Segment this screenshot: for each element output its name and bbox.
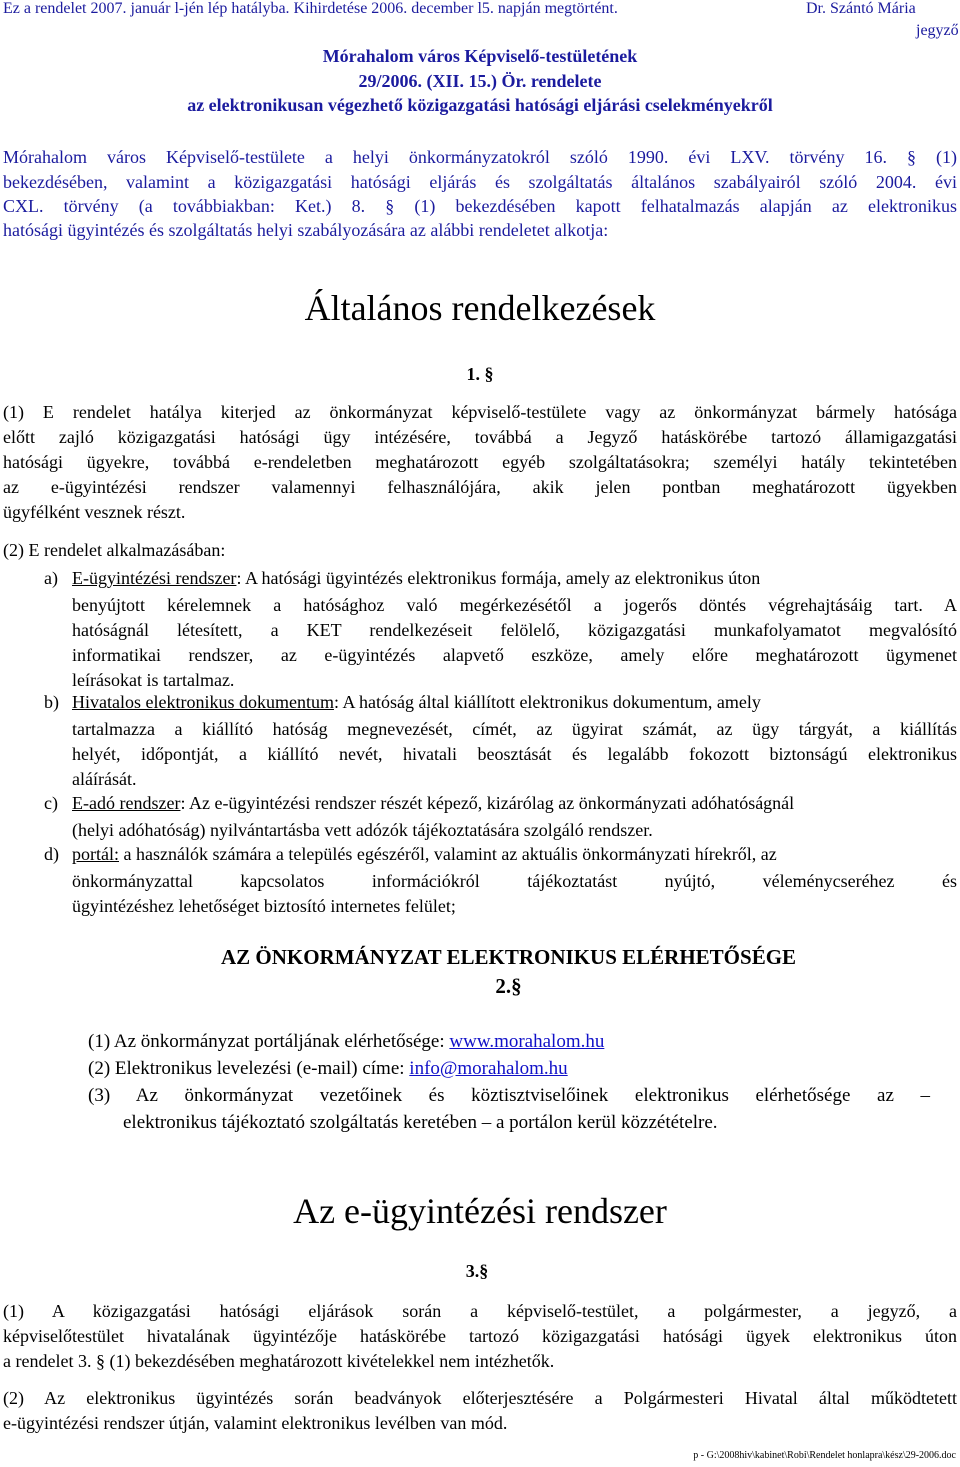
preamble-line: CXL. törvény (a továbbiakban: Ket.) 8. § (1) bekezdésében kapott felhatalmazás alapján az elektronikus	[3, 196, 957, 216]
access-item-1	[88, 1031, 604, 1053]
item-first-rest: a használók számára a település egészéről, valamint az aktuális önkormányzati hírekről, az	[119, 844, 777, 864]
title-line-2: 29/2006. (XII. 15.) Ör. rendelete	[358, 71, 602, 91]
access-item-3-line-2: elektronikus tájékoztató szolgáltatás keretében – a portálon kerül közzétételre.	[123, 1112, 718, 1133]
item-line: informatikai rendszer, az e-ügyintézés alapvető eszköze, amely előre meghatározott ügymenet	[72, 645, 957, 665]
paragraph-number-2: 2.§	[495, 974, 522, 998]
item-term: Hivatalos elektronikus dokumentum	[72, 692, 334, 712]
access-item-1-text: (1) Az önkormányzat portáljának elérhetősége:	[88, 1031, 450, 1052]
effective-date-note: Ez a rendelet 2007. január l-jén lép hatályba. Kihirdetése 2006. december l5. napján megtörtént.	[3, 0, 618, 17]
email-link[interactable]: info@morahalom.hu	[409, 1058, 568, 1079]
preamble-line: hatósági ügyintézés és szolgáltatás helyi szabályozására az alábbi rendeletet alkotja:	[3, 220, 609, 240]
paragraph-number-3: 3.§	[465, 1261, 489, 1281]
item-first-line	[72, 793, 794, 814]
item-line: ügyintézéshez lehetőséget biztosító internetes felület;	[72, 896, 456, 916]
preamble-line: bekezdésében, valamint a közigazgatási hatósági eljárás és szolgáltatás általános szabályairól szóló 2004. évi	[3, 172, 957, 192]
item-line: leírásokat is tartalmaz.	[72, 670, 235, 690]
text-line: ügyfélként vesznek részt.	[3, 502, 186, 522]
paragraph-number-1: 1. §	[466, 364, 494, 384]
item-marker: c)	[44, 793, 58, 813]
text-line: képviselőtestület hivatalának ügyintézője hatáskörébe tartozó közigazgatási hatósági ügyek elektronikus úton	[3, 1326, 957, 1346]
access-item-2-text: (2) Elektronikus levelezési (e-mail) címe:	[88, 1058, 410, 1079]
text-line: hatósági ügyekre, továbbá e-rendeletben meghatározott egyéb szolgáltatásokra; személyi hatály tekintetében	[3, 452, 957, 472]
text-line: (1) E rendelet hatálya kiterjed az önkormányzat képviselő-testülete vagy az önkormányzat bármely hatósága	[3, 402, 957, 422]
text-line: (1) A közigazgatási hatósági eljárások során a képviselő-testület, a polgármester, a jegyző, a	[3, 1301, 957, 1321]
text-line: az e-ügyintézési rendszer valamennyi felhasználójára, akik jelen pontban meghatározott ügyekben	[3, 477, 957, 497]
item-line: hatóságnál létesített, a KET rendelkezéseit felölelő, közigazgatási munkafolyamatot megvalósító	[72, 620, 957, 640]
item-first-line	[72, 692, 761, 713]
title-line-3: az elektronikusan végezhető közigazgatási hatósági eljárási cselekményekről	[187, 95, 773, 115]
item-marker: b)	[44, 692, 59, 712]
access-item-3-line-1: (3) Az önkormányzat vezetőinek és köztisztviselőinek elektronikus elérhetősége az –	[88, 1085, 930, 1106]
section1-paragraph-2-intro: (2) E rendelet alkalmazásában:	[3, 540, 226, 560]
title-line-1: Mórahalom város Képviselő-testületének	[322, 46, 638, 66]
text-line: (2) Az elektronikus ügyintézés során beadványok előterjesztésére a Polgármesteri Hivatal által működtetett	[3, 1388, 957, 1408]
item-line: aláírását.	[72, 769, 137, 789]
signer-title: jegyző	[916, 22, 959, 39]
item-line: benyújtott kérelemnek a hatósághoz való megérkezésétől a jogerős döntés végrehajtásáig tart. A	[72, 595, 957, 615]
item-marker: d)	[44, 844, 59, 864]
item-term: portál:	[72, 844, 119, 864]
portal-link[interactable]: www.morahalom.hu	[449, 1031, 605, 1052]
text-line: a rendelet 3. § (1) bekezdésében meghatározott kivételekkel nem intézhetők.	[3, 1351, 555, 1371]
item-first-rest: : A hatósági ügyintézés elektronikus formája, amely az elektronikus úton	[236, 568, 761, 588]
preamble-line: Mórahalom város Képviselő-testülete a helyi önkormányzatokról szóló 1990. évi LXV. törvény 16. § (1)	[3, 147, 957, 167]
item-first-line	[72, 568, 760, 589]
item-first-rest: : Az e-ügyintézési rendszer részét képező, kizárólag az önkormányzati adóhatóságnál	[180, 793, 795, 813]
footer-file-path: p - G:\2008hiv\kabinet\Robi\Rendelet honlapra\kész\29-2006.doc	[693, 1450, 956, 1461]
text-line: e-ügyintézési rendszer útján, valamint elektronikus levélben van mód.	[3, 1413, 508, 1433]
item-first-rest: : A hatóság által kiállított elektronikus dokumentum, amely	[333, 692, 761, 712]
item-line: tartalmazza a kiállító hatóság megnevezését, címét, az ügyirat számát, az ügy tárgyát, a kiállítás	[72, 719, 957, 739]
item-term: E-ügyintézési rendszer	[72, 568, 237, 588]
item-line: helyét, időpontját, a kiállító nevét, hivatali beosztását és legalább fokozott biztonságú elektronikus	[72, 744, 957, 764]
item-line: önkormányzattal kapcsolatos információkról tájékoztatást nyújtó, véleménycseréhez és	[72, 871, 957, 891]
signer-name: Dr. Szántó Mária	[806, 0, 916, 17]
section-heading-electronic-access: AZ ÖNKORMÁNYZAT ELEKTRONIKUS ELÉRHETŐSÉGE	[220, 945, 797, 969]
section-heading-general: Általános rendelkezések	[304, 288, 656, 328]
item-marker: a)	[44, 568, 58, 588]
item-term: E-adó rendszer	[72, 793, 181, 813]
item-first-line	[72, 844, 777, 865]
item-line: (helyi adóhatóság) nyilvántartásba vett adózók tájékoztatására szolgáló rendszer.	[72, 820, 653, 840]
access-item-2	[88, 1058, 568, 1080]
text-line: előtt zajló közigazgatási hatósági ügy intézésére, továbbá a Jegyző hatáskörébe tartozó államigazgatási	[3, 427, 957, 447]
section-heading-e-administration: Az e-ügyintézési rendszer	[293, 1191, 667, 1231]
